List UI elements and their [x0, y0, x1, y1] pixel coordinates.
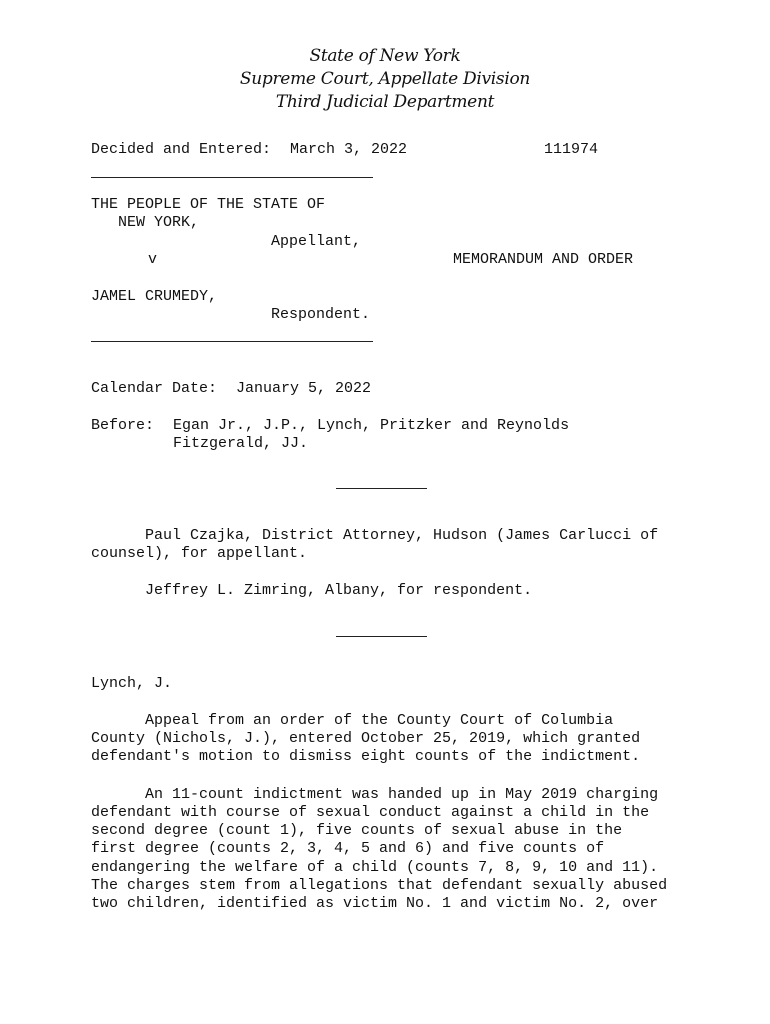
separator-rule-2: [336, 636, 427, 637]
respondent-counsel: Jeffrey L. Zimring, Albany, for respondent.: [91, 582, 533, 599]
decided-date: March 3, 2022: [290, 141, 408, 158]
appellant-counsel-line1: Paul Czajka, District Attorney, Hudson (James Carlucci of: [91, 527, 659, 544]
party1-role: Appellant,: [271, 233, 362, 250]
caption-bottom-rule: [91, 341, 373, 342]
paragraph-2-line: An 11-count indictment was handed up in May 2019 charging: [91, 786, 659, 803]
opinion-author: Lynch, J.: [91, 675, 173, 692]
party1-name-line1: THE PEOPLE OF THE STATE OF: [91, 196, 326, 213]
calendar-date: January 5, 2022: [236, 380, 372, 397]
before-judges-line1: Egan Jr., J.P., Lynch, Pritzker and Reynolds: [173, 417, 570, 434]
court-department: Third Judicial Department: [275, 92, 495, 112]
appellant-counsel-line2: counsel), for appellant.: [91, 545, 308, 562]
paragraph-2-line: The charges stem from allegations that defendant sexually abused: [91, 877, 668, 894]
paragraph-1-line: defendant's motion to dismiss eight counts of the indictment.: [91, 748, 641, 765]
separator-rule-1: [336, 488, 427, 489]
party2-name: JAMEL CRUMEDY,: [91, 288, 218, 305]
paragraph-2-line: second degree (count 1), five counts of sexual abuse in the: [91, 822, 623, 839]
paragraph-2-line: two children, identified as victim No. 1 and victim No. 2, over: [91, 895, 659, 912]
paragraph-2-line: defendant with course of sexual conduct against a child in the: [91, 804, 650, 821]
calendar-label: Calendar Date:: [91, 380, 218, 397]
paragraph-1-line: Appeal from an order of the County Court of Columbia: [91, 712, 614, 729]
court-state: State of New York: [309, 46, 461, 66]
party2-role: Respondent.: [271, 306, 371, 323]
versus: v: [148, 251, 158, 268]
paragraph-2-line: first degree (counts 2, 3, 4, 5 and 6) and five counts of: [91, 840, 605, 857]
before-label: Before:: [91, 417, 155, 434]
before-judges-line2: Fitzgerald, JJ.: [173, 435, 309, 452]
paragraph-1-line: County (Nichols, J.), entered October 25, 2019, which granted: [91, 730, 641, 747]
caption-top-rule: [91, 177, 373, 178]
party1-name-line2: NEW YORK,: [118, 214, 200, 231]
decided-label: Decided and Entered:: [91, 141, 272, 158]
docket-number: 111974: [544, 141, 599, 158]
paragraph-2-line: endangering the welfare of a child (counts 7, 8, 9, 10 and 11).: [91, 859, 659, 876]
document-type: MEMORANDUM AND ORDER: [453, 251, 634, 268]
court-name: Supreme Court, Appellate Division: [239, 69, 531, 89]
